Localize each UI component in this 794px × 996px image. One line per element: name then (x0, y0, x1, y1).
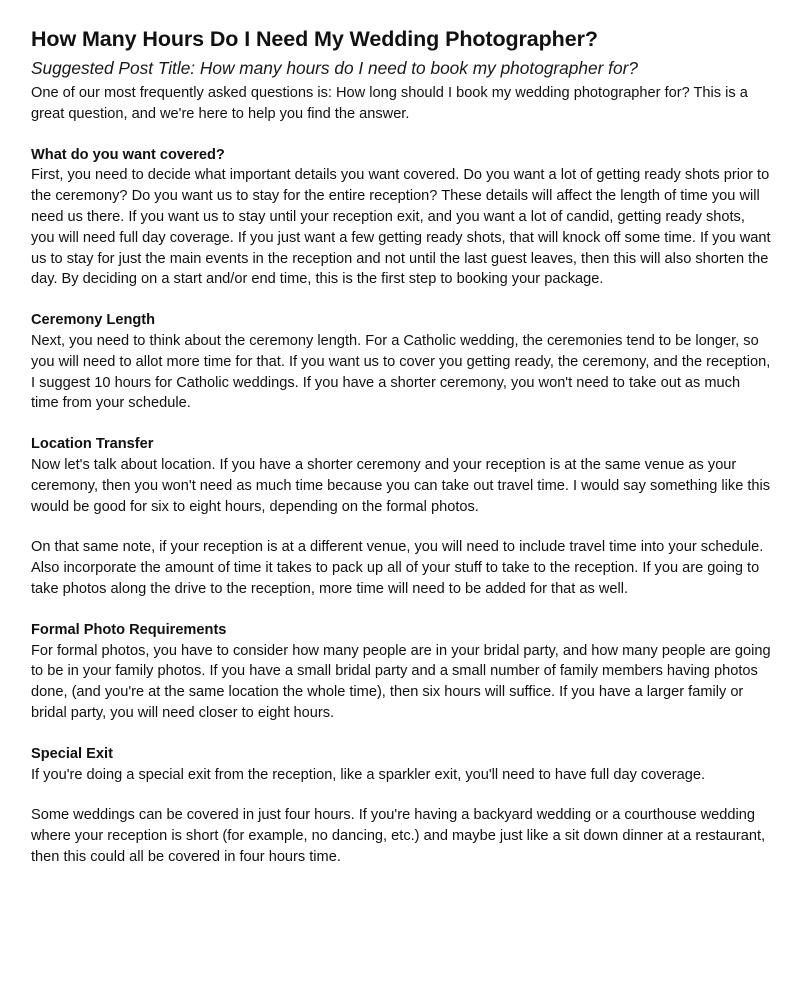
section-paragraph: On that same note, if your reception is at a different venue, you will need to include travel time into your schedule. Also incorporate the amount of time it takes to pack up all of your stuff to take to the reception. If you are going to take photos along the drive to the reception, more time will need to be added for that as well. (31, 539, 764, 597)
section-paragraph: First, you need to decide what important details you want covered. Do you want a lot of getting ready shots prior to the ceremony? Do you want us to stay for the entire reception? These details will affect the length of time you will need us there. If you want us to stay until your reception exit, and you want a lot of candid, getting ready shots, you will need full day coverage. If you just want a few getting ready shots, that will knock off some time. If you want us to stay for just the main events in the reception and not until the last guest leaves, then this will also shorten the day. By deciding on a start and/or end time, this is the first step to booking your package. (31, 167, 771, 288)
document-title: How Many Hours Do I Need My Wedding Photographer? (31, 27, 598, 51)
intro-paragraph: One of our most frequently asked questions is: How long should I book my wedding photographer for? This is a great question, and we're here to help you find the answer. (31, 85, 748, 122)
section-what-covered (31, 145, 771, 291)
section-location-transfer (31, 434, 771, 600)
section-paragraph: If you're doing a special exit from the reception, like a sparkler exit, you'll need to have full day coverage. (31, 766, 706, 783)
section-heading: What do you want covered? (31, 146, 225, 163)
section-paragraph: For formal photos, you have to consider how many people are in your bridal party, and how many people are going to be in your family photos. If you have a small bridal party and a small number of family members having photos done, (and you're at the same location the whole time), then six hours will suffice. If you have a larger family or bridal party, you will need closer to eight hours. (31, 642, 771, 721)
section-paragraph: Now let's talk about location. If you have a shorter ceremony and your reception is at the same venue as your ceremony, then you won't need as much time because you can take out travel time. I would say something like this would be good for six to eight hours, depending on the formal photos. (31, 456, 771, 515)
section-heading: Ceremony Length (31, 312, 156, 329)
section-paragraph: Some weddings can be covered in just four hours. If you're having a backyard wedding or a courthouse wedding where your reception is short (for example, no dancing, etc.) and maybe just like a sit down dinner at a restaurant, then this could all be covered in four hours time. (31, 807, 766, 865)
section-heading: Location Transfer (31, 436, 154, 453)
document-page (31, 24, 771, 868)
section-paragraph: Next, you need to think about the ceremony length. For a Catholic wedding, the ceremonies tend to be longer, so you will need to allot more time for that. If you want us to cover you getting ready, the ceremony, and the reception, I suggest 10 hours for Catholic weddings. If you have a shorter ceremony, you won't need to take out as much time from your schedule. (31, 332, 771, 412)
suggested-post-title: Suggested Post Title: How many hours do I need to book my photographer for? (31, 58, 638, 78)
section-ceremony-length (31, 310, 771, 414)
section-heading: Formal Photo Requirements (31, 621, 227, 638)
section-heading: Special Exit (31, 745, 113, 762)
section-formal-photos (31, 620, 771, 724)
section-special-exit (31, 744, 771, 868)
